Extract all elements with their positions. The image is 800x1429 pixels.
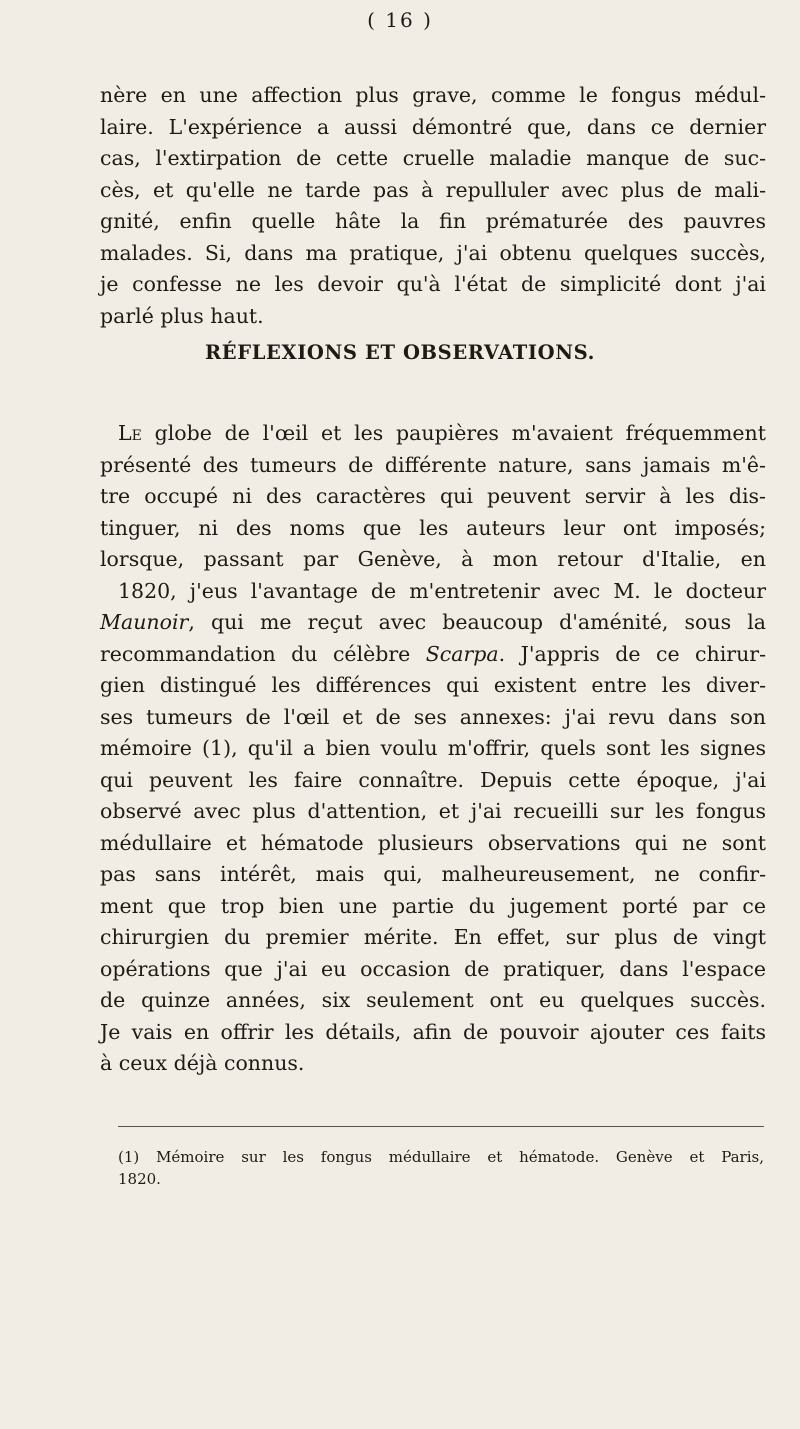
text-line: mémoire (1), qu'il a bien voulu m'offrir, quels sont les signes (100, 736, 766, 760)
text-line: je confesse ne les devoir qu'à l'état de simplicité dont j'ai (100, 272, 766, 296)
text-line: chirurgien du premier mérite. En effet, sur plus de vingt (100, 925, 766, 949)
body-paragraph (100, 418, 766, 1080)
text-line: de quinze années, six seulement ont eu quelques succès. (100, 988, 766, 1012)
text-line: tinguer, ni des noms que les auteurs leur ont imposés; (100, 515, 766, 540)
text-line: tre occupé ni des caractères qui peuvent servir à les dis- (100, 484, 766, 508)
text-line: pas sans intérêt, mais qui, malheureusement, ne confir- (100, 862, 766, 886)
footnote-rule (118, 1126, 764, 1127)
text-line: ment que trop bien une partie du jugement porté par ce (100, 893, 766, 918)
text-line: présenté des tumeurs de différente nature, sans jamais m'ê- (100, 452, 766, 477)
text-line-first (100, 418, 766, 450)
text-line: médullaire et hématode plusieurs observations qui ne sont (100, 830, 766, 855)
text-line: nère en une affection plus grave, comme le fongus médul- (100, 83, 766, 107)
section-heading: RÉFLEXIONS ET OBSERVATIONS. (204, 341, 595, 364)
italic-name: Scarpa (425, 641, 499, 666)
text-line: cès, et qu'elle ne tarde pas à repulluler avec plus de mali- (100, 177, 766, 202)
page-number: ( 16 ) (367, 8, 433, 32)
text-line: malades. Si, dans ma pratique, j'ai obtenu quelques succès, (100, 240, 766, 265)
text-line-rest: globe de l'œil et les paupières m'avaient fréquemment (141, 421, 766, 445)
footnote-line: (1) Mémoire sur les fongus médullaire et hématode. Genève et Paris, (118, 1148, 764, 1166)
text-line: 1820, j'eus l'avantage de m'entretenir avec M. le docteur (118, 578, 766, 603)
text-line: gnité, enfin quelle hâte la fin prématurée des pauvres (100, 209, 766, 233)
text-line: parlé plus haut. (100, 303, 264, 328)
text-line: opérations que j'ai eu occasion de pratiquer, dans l'espace (100, 956, 766, 981)
text-line: qui peuvent les faire connaître. Depuis cette époque, j'ai (100, 767, 766, 792)
text-line: recommandation du célèbre Scarpa. J'appris de ce chirur- (100, 641, 766, 666)
intro-paragraph (100, 80, 766, 332)
text-line: observé avec plus d'attention, et j'ai recueilli sur les fongus (100, 799, 766, 823)
text-line: ses tumeurs de l'œil et de ses annexes: j'ai revu dans son (100, 704, 766, 729)
italic-name: Maunoir (100, 610, 189, 634)
footnote (118, 1146, 764, 1190)
text-line: lorsque, passant par Genève, à mon retour d'Italie, en (100, 547, 766, 571)
text-line: laire. L'expérience a aussi démontré que, dans ce dernier (100, 114, 766, 139)
text-line: Je vais en offrir les détails, afin de pouvoir ajouter ces faits (100, 1019, 766, 1044)
text-line: cas, l'extirpation de cette cruelle maladie manque de suc- (100, 146, 766, 170)
text-line: gien distingué les différences qui existent entre les diver- (100, 673, 766, 697)
text-line: à ceux déjà connus. (100, 1051, 305, 1075)
initial-word: Le (118, 421, 142, 445)
footnote-line: 1820. (118, 1170, 161, 1188)
text-line: Maunoir, qui me reçut avec beaucoup d'aménité, sous la (100, 610, 766, 634)
